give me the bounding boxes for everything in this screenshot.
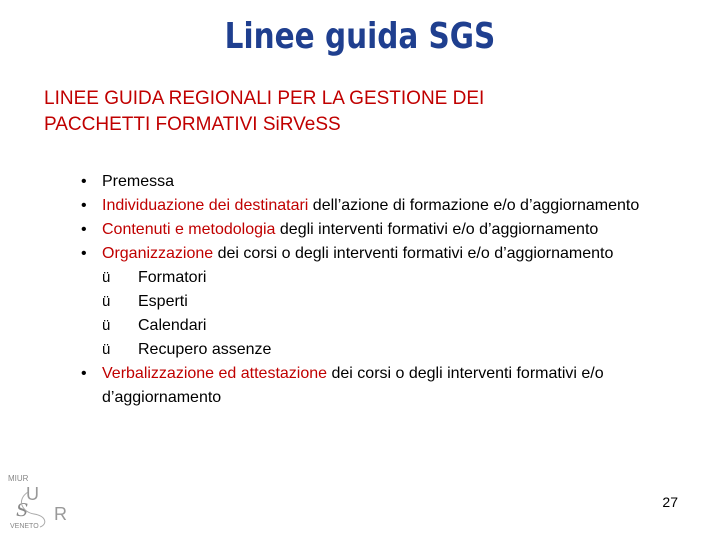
bullet-item [76, 170, 686, 194]
bullet-item [76, 218, 686, 242]
bullet-item [76, 194, 686, 218]
logo-letter-s: S [16, 500, 29, 521]
bullet-text: dei corsi o degli interventi formativi e/o d’aggiornamento [213, 245, 614, 262]
heading-line-2: PACCHETTI FORMATIVI SiRVeSS [44, 114, 341, 135]
logo-letter-r: R [54, 504, 67, 524]
bullet-item [76, 362, 686, 410]
bullet-list [76, 170, 686, 410]
sub-item-text: Esperti [138, 293, 188, 310]
bullet-highlight: Contenuti e metodologia [102, 221, 276, 238]
logo-letter-u: U [26, 484, 39, 504]
sub-item-text: Formatori [138, 269, 207, 286]
logo-text-top: MIUR [8, 474, 29, 483]
logo-text-bottom: VENETO [10, 523, 39, 530]
bullet-text: Premessa [102, 173, 175, 190]
bullet-symbol: • [81, 365, 87, 382]
bullet-symbol: • [81, 173, 87, 190]
usr-veneto-logo [6, 470, 74, 530]
bullet-text: dell’azione di formazione e/o d’aggiornamento [308, 197, 640, 214]
sub-item [102, 314, 686, 338]
sub-item-text: Recupero assenze [138, 341, 272, 358]
bullet-highlight: Organizzazione [102, 245, 214, 262]
bullet-highlight: Individuazione dei destinatari [102, 197, 309, 214]
bullet-highlight: Verbalizzazione ed attestazione [102, 365, 328, 382]
check-icon: ü [102, 317, 111, 334]
sub-item [102, 338, 686, 362]
bullet-text: dei corsi o degli interventi formativi e/o d’aggiornamento [102, 365, 604, 406]
sub-item [102, 290, 686, 314]
slide-heading [44, 86, 684, 138]
page-number: 27 [662, 494, 678, 510]
check-icon: ü [102, 269, 111, 286]
bullet-text: degli interventi formativi e/o d’aggiornamento [275, 221, 599, 238]
check-icon: ü [102, 293, 111, 310]
bullet-item [76, 242, 686, 362]
slide-title: Linee guida SGS [224, 16, 496, 57]
bullet-symbol: • [81, 245, 87, 262]
sub-item-text: Calendari [138, 317, 207, 334]
bullet-symbol: • [81, 197, 87, 214]
check-icon: ü [102, 341, 111, 358]
sub-item [102, 266, 686, 290]
heading-line-1: LINEE GUIDA REGIONALI PER LA GESTIONE DEI [44, 88, 485, 109]
bullet-symbol: • [81, 221, 87, 238]
sub-list [102, 266, 686, 362]
